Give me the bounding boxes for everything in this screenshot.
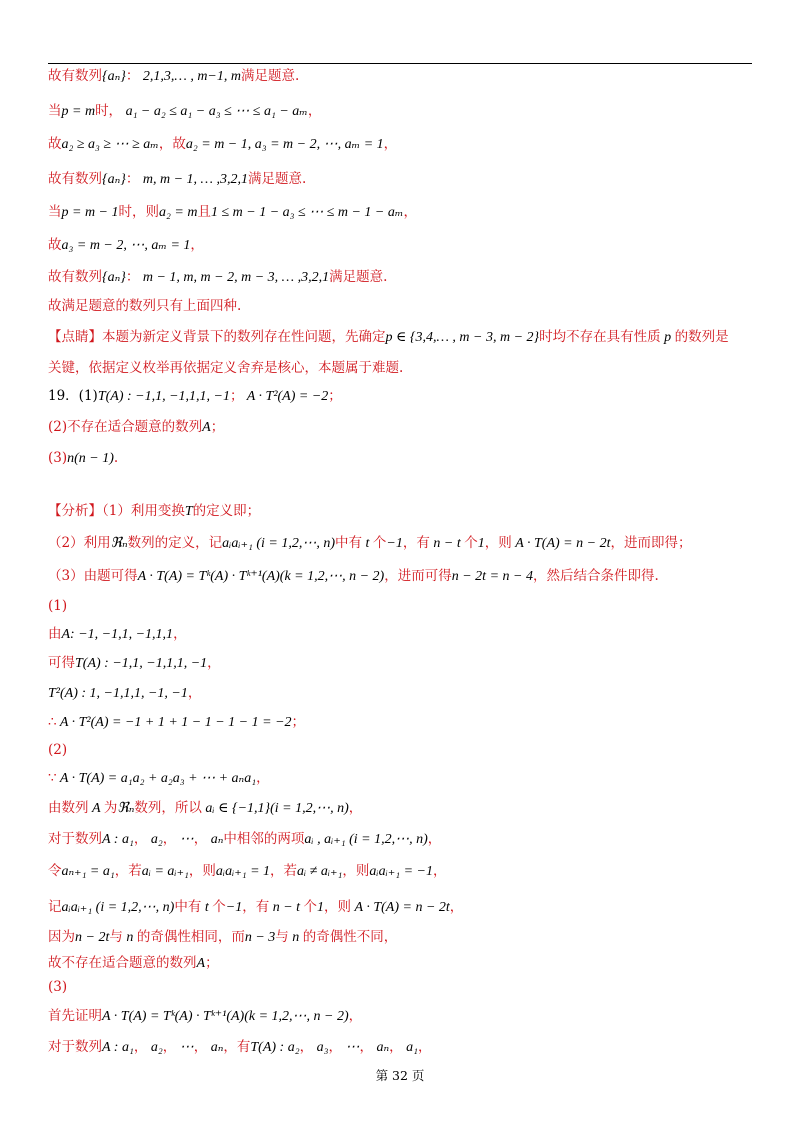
math-expression: T(A) : −1,1, −1,1,1, −1 — [75, 656, 208, 671]
text-segment: 故有数列 — [48, 269, 102, 285]
text-segment: （2）利用 — [48, 535, 111, 551]
text-segment: 【分析】（1）利用变换 — [48, 503, 185, 519]
text-segment: ， — [162, 831, 177, 847]
text-segment: 个 — [303, 899, 318, 915]
math-expression: m − 1, m, m − 2, m − 3, … ,3,2,1 — [139, 270, 330, 285]
math-expression: a₂ ≥ a₃ ≥ ⋯ ≥ aₘ — [61, 137, 159, 152]
math-expression: a₁ — [402, 1040, 419, 1055]
text-segment: ，有 — [223, 1039, 251, 1055]
text-segment: 数列的定义，记 — [127, 535, 223, 551]
text-line — [48, 1038, 432, 1056]
math-expression: A — [88, 801, 104, 816]
text-segment: ， — [173, 626, 187, 642]
text-segment: ，若 — [114, 863, 142, 879]
text-segment: ； — [205, 955, 219, 971]
text-segment: （3）由题可得 — [48, 568, 138, 584]
math-expression: ℜₙ — [117, 801, 135, 816]
text-segment: ， — [299, 1039, 314, 1055]
page-number: 第 32 页 — [375, 1068, 425, 1083]
text-segment: ， — [133, 1039, 148, 1055]
math-expression: aᵢaᵢ₊₁ (i = 1,2,⋯, n) — [61, 900, 175, 915]
text-line — [48, 898, 463, 916]
math-expression: a₁ − a₂ ≤ a₁ − a₃ ≤ ⋯ ≤ a₁ − aₘ — [122, 104, 308, 119]
text-segment: ， — [449, 899, 464, 915]
text-segment: ， — [427, 831, 442, 847]
math-expression: T(A) : a₂ — [250, 1040, 300, 1055]
math-expression: aₙ — [372, 1040, 390, 1055]
text-segment: ， — [190, 237, 204, 253]
math-expression: A · T(A) = Tᵏ(A) · Tᵏ⁺¹(A)(k = 1,2,⋯, n − 2) — [137, 569, 385, 584]
text-segment: 中相邻的两项 — [223, 831, 305, 847]
math-expression: 1 — [477, 536, 485, 551]
text-line — [48, 928, 397, 946]
text-segment: ， — [193, 1039, 208, 1055]
text-line — [48, 625, 187, 643]
text-segment: 时均不存在具有性质 — [539, 329, 661, 345]
text-segment: 个 — [372, 535, 387, 551]
text-segment: ，进而即得； — [610, 535, 692, 551]
math-expression: {aₙ} — [102, 172, 126, 187]
text-segment: 故 — [48, 237, 62, 253]
math-expression: n − 2t = n − 4 — [451, 569, 533, 584]
math-expression: A: −1, −1,1, −1,1,1 — [61, 627, 174, 642]
text-segment: ； — [229, 388, 244, 404]
text-segment: 的奇偶性相同，而 — [136, 929, 245, 945]
text-line — [48, 862, 447, 880]
text-line — [48, 418, 224, 436]
text-segment: 关键，依据定义枚举再依据定义舍弃是核心，本题属于难题. — [48, 360, 404, 376]
text-line — [48, 534, 691, 552]
text-segment: 与 — [109, 929, 123, 945]
math-expression: a₂ — [147, 832, 163, 847]
math-expression: t — [201, 900, 213, 915]
math-expression: aᵢ ≠ aᵢ₊₁ — [297, 864, 343, 879]
text-line — [48, 597, 67, 615]
text-segment: ，有 — [402, 535, 430, 551]
text-segment: (1) — [48, 598, 68, 614]
text-segment: 数列，所以 — [134, 800, 202, 816]
math-expression: n − 2t — [75, 930, 110, 945]
text-segment: ， — [348, 800, 363, 816]
math-expression: A — [202, 420, 211, 435]
math-expression: ⋯ — [176, 832, 194, 847]
text-segment: 故不存在适合题意的数列 — [48, 955, 197, 971]
math-expression: p ∈ {3,4,… , m − 3, m − 2} — [385, 330, 540, 345]
text-segment: 因为 — [48, 929, 75, 945]
text-segment: ，则 — [188, 863, 216, 879]
text-segment: (2)不存在适合题意的数列 — [48, 419, 203, 435]
text-line — [48, 1007, 362, 1025]
text-line — [48, 954, 219, 972]
math-expression: a₃ — [313, 1040, 329, 1055]
text-segment: 记 — [48, 899, 62, 915]
text-segment: ， — [162, 1039, 177, 1055]
text-line — [48, 830, 441, 848]
math-expression: aₙ₊₁ = a₁ — [61, 864, 115, 879]
text-segment: 对于数列 — [48, 831, 102, 847]
text-segment: 满足题意. — [241, 68, 300, 84]
text-segment: 个 — [212, 899, 226, 915]
text-line — [48, 203, 417, 221]
math-expression: A · T(A) = Tᵏ(A) · Tᵏ⁺¹(A)(k = 1,2,⋯, n − 2) — [102, 1009, 349, 1024]
math-expression: A · T²(A) = −2 — [243, 389, 329, 404]
text-segment: ∴ — [48, 714, 57, 730]
math-expression: A · T²(A) = −1 + 1 + 1 − 1 − 1 − 1 = −2 — [56, 715, 292, 730]
text-segment: ： — [125, 269, 140, 285]
text-segment: ∵ — [48, 770, 57, 786]
math-expression: A : a₁ — [102, 1040, 134, 1055]
math-expression: aᵢaᵢ₊₁ = −1 — [369, 864, 433, 879]
text-segment: ， — [307, 103, 322, 119]
math-expression: T — [184, 504, 193, 519]
text-segment: ： — [125, 68, 140, 84]
text-segment: ，则 — [342, 863, 370, 879]
math-expression: a₃ = m − 2, ⋯, aₘ = 1 — [61, 238, 191, 253]
text-segment: ； — [328, 388, 342, 404]
text-segment: 故 — [48, 136, 62, 152]
math-expression: {aₙ} — [102, 270, 126, 285]
text-segment: ， — [207, 655, 221, 671]
math-expression: n — [288, 930, 303, 945]
text-segment: (2) — [48, 742, 68, 758]
text-line — [48, 236, 204, 254]
text-segment: ， — [418, 1039, 432, 1055]
math-expression: n − 3 — [244, 930, 276, 945]
math-expression: 2,1,3,… , m−1, m — [139, 69, 241, 84]
math-expression: T²(A) : 1, −1,1,1, −1, −1 — [48, 686, 188, 701]
text-segment: ，则 — [324, 899, 352, 915]
text-segment: ，然后结合条件即得. — [532, 568, 659, 584]
math-expression: aᵢ = aᵢ₊₁ — [141, 864, 189, 879]
text-line — [48, 387, 342, 405]
text-segment: ， — [256, 770, 270, 786]
text-segment: ， — [348, 1008, 363, 1024]
text-segment: 故有数列 — [48, 171, 102, 187]
math-expression: A — [196, 956, 206, 971]
text-segment: 19．(1) — [48, 388, 98, 404]
math-expression: t — [362, 536, 373, 551]
math-expression: −1 — [386, 536, 403, 551]
math-expression: A · T(A) = a₁a₂ + a₂a₃ + ⋯ + aₙa₁ — [56, 771, 257, 786]
text-line — [48, 713, 305, 731]
math-expression: aₙ — [207, 1040, 224, 1055]
text-segment: 故满足题意的数列只有上面四种. — [48, 298, 242, 314]
math-expression: aᵢ ∈ {−1,1}(i = 1,2,⋯, n) — [201, 801, 349, 816]
text-line — [48, 135, 397, 153]
math-expression: a₂ = m — [159, 205, 198, 220]
math-expression: −1 — [225, 900, 243, 915]
text-line — [48, 297, 241, 315]
text-segment: 当 — [48, 103, 62, 119]
text-segment: 可得 — [48, 655, 75, 671]
text-line — [48, 449, 118, 467]
text-segment: ，有 — [242, 899, 270, 915]
math-expression: p = m — [61, 104, 96, 119]
math-expression: n − t — [429, 536, 465, 551]
text-segment: 中有 — [335, 535, 363, 551]
math-expression: n − t — [269, 900, 304, 915]
math-expression: p — [660, 330, 675, 345]
text-segment: 的奇偶性不同， — [302, 929, 398, 945]
text-segment: ； — [291, 714, 306, 730]
text-segment: ， — [403, 204, 417, 220]
math-expression: aᵢaᵢ₊₁ = 1 — [215, 864, 271, 879]
math-expression: aₙ — [207, 832, 224, 847]
math-expression: a₂ = m − 1, a₃ = m − 2, ⋯, aₘ = 1 — [185, 137, 384, 152]
text-line — [48, 978, 67, 996]
text-segment: 故有数列 — [48, 68, 102, 84]
math-expression: m, m − 1, … ,3,2,1 — [139, 172, 248, 187]
math-expression: aᵢ , aᵢ₊₁ (i = 1,2,⋯, n) — [304, 832, 428, 847]
text-segment: ； — [210, 419, 225, 435]
text-segment: 首先证明 — [48, 1008, 102, 1024]
text-segment: ， — [389, 1039, 403, 1055]
math-expression: A : a₁ — [102, 832, 134, 847]
math-expression: aᵢaᵢ₊₁ (i = 1,2,⋯, n) — [222, 536, 336, 551]
text-segment: . — [113, 450, 119, 466]
text-line — [48, 769, 270, 787]
math-expression: A · T(A) = n − 2t — [351, 900, 450, 915]
text-segment: 由 — [48, 626, 62, 642]
text-segment: 满足题意. — [329, 269, 388, 285]
text-segment: (3) — [48, 450, 68, 466]
header-rule — [48, 63, 752, 64]
math-expression: A · T(A) = n − 2t — [511, 536, 611, 551]
text-segment: 当 — [48, 204, 62, 220]
text-segment: ， — [433, 863, 447, 879]
text-line — [48, 741, 67, 759]
text-line — [48, 268, 387, 286]
text-line — [48, 684, 201, 702]
text-segment: 且 — [197, 204, 211, 220]
text-segment: (3) — [48, 979, 68, 995]
text-segment: 的数列是 — [674, 329, 729, 345]
text-segment: ， — [359, 1039, 373, 1055]
text-segment: 为 — [103, 800, 118, 816]
text-line — [48, 67, 299, 85]
text-segment: 时，则 — [118, 204, 160, 220]
text-segment: 令 — [48, 863, 62, 879]
text-segment: ， — [193, 831, 208, 847]
math-expression: p = m − 1 — [61, 205, 119, 220]
text-segment: 满足题意. — [248, 171, 307, 187]
text-segment: ，进而可得 — [384, 568, 452, 584]
text-segment: 个 — [464, 535, 478, 551]
math-expression: 1 — [317, 900, 325, 915]
math-expression: T(A) : −1,1, −1,1,1, −1 — [97, 389, 230, 404]
text-line — [48, 799, 362, 817]
text-line — [48, 170, 306, 188]
math-expression: ⋯ — [176, 1040, 194, 1055]
text-segment: 【点睛】本题为新定义背景下的数列存在性问题，先确定 — [48, 329, 386, 345]
text-line — [48, 654, 221, 672]
math-expression: 1 ≤ m − 1 − a₃ ≤ ⋯ ≤ m − 1 − aₘ — [210, 205, 404, 220]
text-line — [48, 567, 659, 585]
text-segment: ，故 — [158, 136, 186, 152]
text-segment: ： — [125, 171, 140, 187]
text-segment: 由数列 — [48, 800, 89, 816]
text-segment: 对于数列 — [48, 1039, 102, 1055]
text-segment: ， — [133, 831, 148, 847]
text-line — [48, 102, 321, 120]
text-segment: ， — [383, 136, 398, 152]
math-expression: n(n − 1) — [67, 451, 114, 466]
text-segment: 与 — [275, 929, 289, 945]
text-line — [48, 359, 403, 377]
text-line — [48, 328, 729, 346]
math-expression: a₂ — [147, 1040, 163, 1055]
text-segment: 时， — [95, 103, 123, 119]
text-segment: ，则 — [484, 535, 512, 551]
math-expression: {aₙ} — [102, 69, 126, 84]
text-segment: ， — [328, 1039, 342, 1055]
text-segment: 的定义即； — [192, 503, 261, 519]
math-expression: ⋯ — [341, 1040, 360, 1055]
text-segment: ，若 — [270, 863, 298, 879]
text-line — [48, 502, 260, 520]
math-expression: ℜₙ — [110, 536, 128, 551]
math-expression: n — [122, 930, 137, 945]
text-segment: ， — [187, 685, 202, 701]
text-segment: 中有 — [174, 899, 202, 915]
